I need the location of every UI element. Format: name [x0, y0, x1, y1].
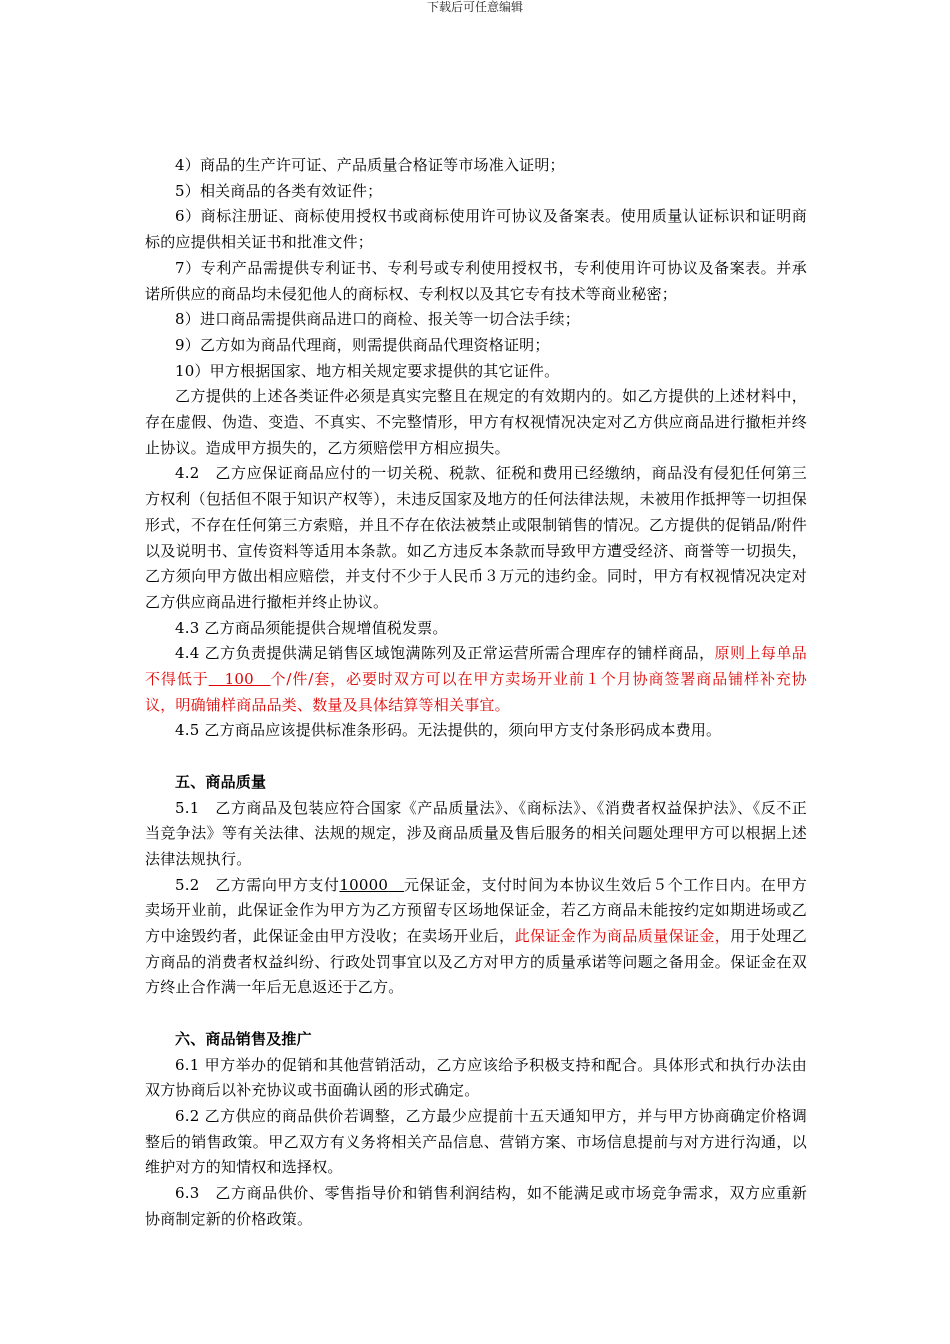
- clause-5-2-pre: 5.2 乙方需向甲方支付: [175, 875, 340, 894]
- clause-6-2: 6.2 乙方供应的商品供价若调整，乙方最少应提前十五天通知甲方，并与甲方协商确定价格调整后的销售政策。甲乙双方有义务将相关产品信息、营销方案、市场信息提前与对方进行沟通，以维护对方的知情权和选择权。: [145, 1106, 807, 1177]
- list-item-8: 8）进口商品需提供商品进口的商检、报关等一切合法手续；: [175, 310, 580, 329]
- clause-4-2: 4.2 乙方应保证商品应付的一切关税、税款、征税和费用已经缴纳，商品没有侵犯任何第三方权利（包括但不限于知识产权等），未违反国家及地方的任何法律法规，未被用作抵押等一切担保形式，不存在任何第三方索赔，并且不存在依法被禁止或限制销售的情况。乙方提供的促销品/附件以及说明书、宣传资料等适用本条款。如乙方违反本条款而导致甲方遭受经济、商誉等一切损失，乙方须向甲方做出相应赔偿，并支付不少于人民币３万元的违约金。同时，甲方有权视情况决定对乙方供应商品进行撤柜并终止协议。: [145, 464, 807, 611]
- sample-quantity-value: 100: [208, 670, 271, 689]
- clause-4-4-text: 4.4 乙方负责提供满足销售区域饱满陈列及正常运营所需合理库存的铺样商品，: [175, 644, 715, 663]
- clause-5-2-post: 用于处理乙方商品的消费者权益纠纷、行政处罚事宜以及乙方对甲方的质量承诺等问题之备用金。保证金在双方终止合作满一年后无息返还于乙方。: [145, 927, 807, 997]
- clause-5-2-mid: 元保证金，支付时间为本协议生效后５个工作日内。在甲方卖场开业前，此保证金作为甲方为乙方预留专区场地保证金，若乙方商品未能按约定如期进场或乙方中途毁约者，此保证金由甲方没收；在卖场开业后，: [145, 875, 807, 946]
- section-6-title: 六、商品销售及推广: [175, 1029, 312, 1048]
- clause-6-3: 6.3 乙方商品供价、零售指导价和销售利润结构，如不能满足或市场竞争需求，双方应重新协商制定新的价格政策。: [145, 1184, 807, 1228]
- clause-4-4: [145, 641, 807, 718]
- page-header-note: 下载后可任意编辑: [426, 0, 523, 14]
- certificates-paragraph: 乙方提供的上述各类证件必须是真实完整且在规定的有效期内的。如乙方提供的上述材料中，存在虚假、伪造、变造、不真实、不完整情形，甲方有权视情况决定对乙方供应商品进行撤柜并终止协议。造成甲方损失的，乙方须赔偿甲方相应损失。: [145, 387, 807, 457]
- clause-5-2: [145, 873, 807, 1002]
- list-item-6: 6）商标注册证、商标使用授权书或商标使用许可协议及备案表。使用质量认证标识和证明商标的应提供相关证书和批准文件；: [145, 207, 807, 252]
- clause-5-2-red: 此保证金作为商品质量保证金，: [514, 927, 731, 946]
- list-item-10: 10）甲方根据国家、地方相关规定要求提供的其它证件。: [175, 361, 560, 380]
- clause-4-4-red-b: 个/件/套，必要时双方可以在甲方卖场开业前１个月协商签署商品铺样补充协议，明确铺样商品品类、数量及具体结算等相关事宜。: [145, 670, 807, 714]
- list-item-7: 7）专利产品需提供专利证书、专利号或专利使用授权书，专利使用许可协议及备案表。并承诺所供应的商品均未侵犯他人的商标权、专利权以及其它专有技术等商业秘密；: [145, 258, 807, 303]
- list-item-4: 4）商品的生产许可证、产品质量合格证等市场准入证明；: [175, 156, 565, 174]
- section-5-title: 五、商品质量: [175, 772, 267, 791]
- list-item-5: 5）相关商品的各类有效证件；: [175, 181, 383, 200]
- clause-5-1: 5.1 乙方商品及包装应符合国家《产品质量法》、《商标法》、《消费者权益保护法》、《反不正当竞争法》等有关法律、法规的规定，涉及商品质量及售后服务的相关问题处理甲方可以根据上述法律法规执行。: [145, 798, 807, 868]
- clause-4-5: 4.5 乙方商品应该提供标准条形码。无法提供的，须向甲方支付条形码成本费用。: [175, 721, 722, 740]
- deposit-amount: 10000: [339, 875, 389, 894]
- clause-6-1: 6.1 甲方举办的促销和其他营销活动，乙方应该给予积极支持和配合。具体形式和执行办法由双方协商后以补充协议或书面确认函的形式确定。: [145, 1055, 807, 1100]
- clause-4-4-red-a: 原则上每单品不得低于: [145, 644, 807, 689]
- document-body: [145, 153, 807, 1233]
- clause-4-3: 4.3 乙方商品须能提供合规增值税发票。: [175, 618, 448, 637]
- list-item-9: 9）乙方如为商品代理商，则需提供商品代理资格证明；: [175, 335, 550, 354]
